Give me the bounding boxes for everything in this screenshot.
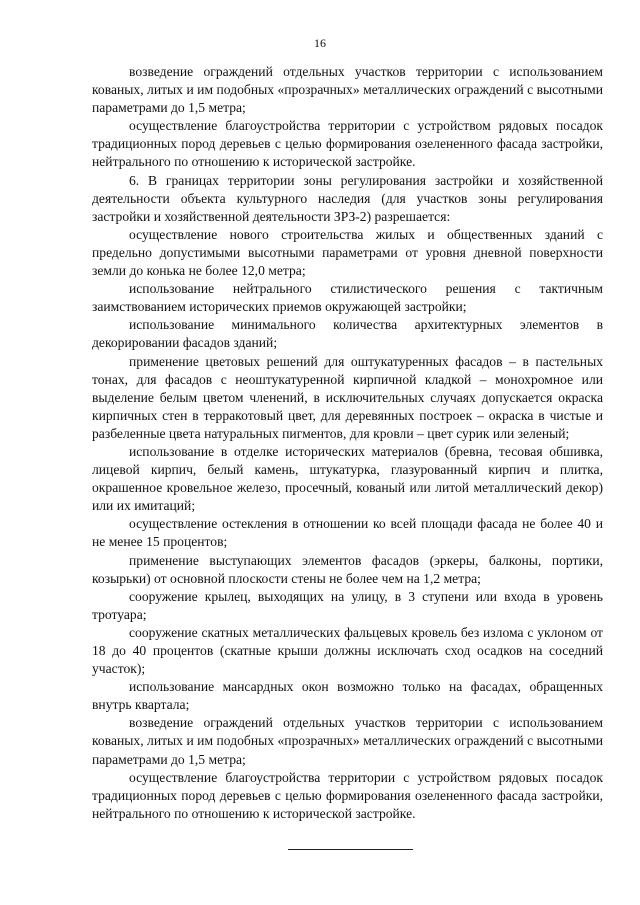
paragraph: использование в отделке исторических материалов (бревна, тесовая обшивка, лицевой кирпич, белый камень, штукатурка, глазурованный кирпич и плитка, окрашенное кровельное железо, просечный, кованый или литой металлический декор) или их имитаций; (92, 443, 603, 514)
paragraph: использование минимального количества архитектурных элементов в декорировании фасадов зданий; (92, 317, 603, 351)
document-body (92, 63, 603, 823)
paragraph: сооружение крылец, выходящих на улицу, в 3 ступени или входа в уровень тротуара; (92, 588, 603, 622)
paragraph: возведение ограждений отдельных участков территории с использованием кованых, литых и им подобных «прозрачных» металлических ограждений с высотными параметрами до 1,5 метра; (92, 64, 603, 116)
paragraph: возведение ограждений отдельных участков территории с использованием кованых, литых и им подобных «прозрачных» металлических ограждений с высотными параметрами до 1,5 метра; (92, 715, 603, 767)
paragraph: осуществление остекления в отношении ко всей площади фасада не более 40 и не менее 15 процентов; (92, 516, 603, 550)
paragraph: использование нейтрального стилистического решения с тактичным заимствованием исторических приемов окружающей застройки; (92, 281, 603, 315)
paragraph: сооружение скатных металлических фальцевых кровель без излома с уклоном от 18 до 40 процентов (скатные крыши должны исключать сход осадков на соседний участок); (92, 624, 603, 677)
page-number: 16 (314, 36, 326, 50)
paragraph: осуществление нового строительства жилых и общественных зданий с предельно допустимыми высотными параметрами от уровня дневной поверхности земли до конька не более 12,0 метра; (92, 226, 603, 279)
paragraph: 6. В границах территории зоны регулирования застройки и хозяйственной деятельности объекта культурного наследия (для участков зоны регулирования застройки и хозяйственной деятельности ЗРЗ-2) разрешается: (92, 172, 603, 224)
paragraph: осуществление благоустройства территории с устройством рядовых посадок традиционных пород деревьев с целью формирования озелененного фасада застройки, нейтрального по отношению к исторической застройке. (92, 118, 603, 170)
paragraph: осуществление благоустройства территории с устройством рядовых посадок традиционных пород деревьев с целью формирования озелененного фасада застройки, нейтрального по отношению к исторической застройке. (92, 769, 603, 821)
paragraph: применение цветовых решений для оштукатуренных фасадов – в пастельных тонах, для фасадов с неоштукатуренной кирпичной кладкой – монохромное или выделение белым цветом членений, в исключительных случаях допускается окраска кирпичных стен в терракотовый цвет, для деревянных построек – окраска в чистые и разбеленные цвета натуральных пигментов, для кровли – цвет сурик или зеленый; (92, 353, 603, 441)
end-of-document-rule (288, 849, 413, 850)
paragraph: использование мансардных окон возможно только на фасадах, обращенных внутрь квартала; (92, 679, 603, 713)
paragraph: применение выступающих элементов фасадов (эркеры, балконы, портики, козырьки) от основной плоскости стены не более чем на 1,2 метра; (92, 552, 603, 586)
